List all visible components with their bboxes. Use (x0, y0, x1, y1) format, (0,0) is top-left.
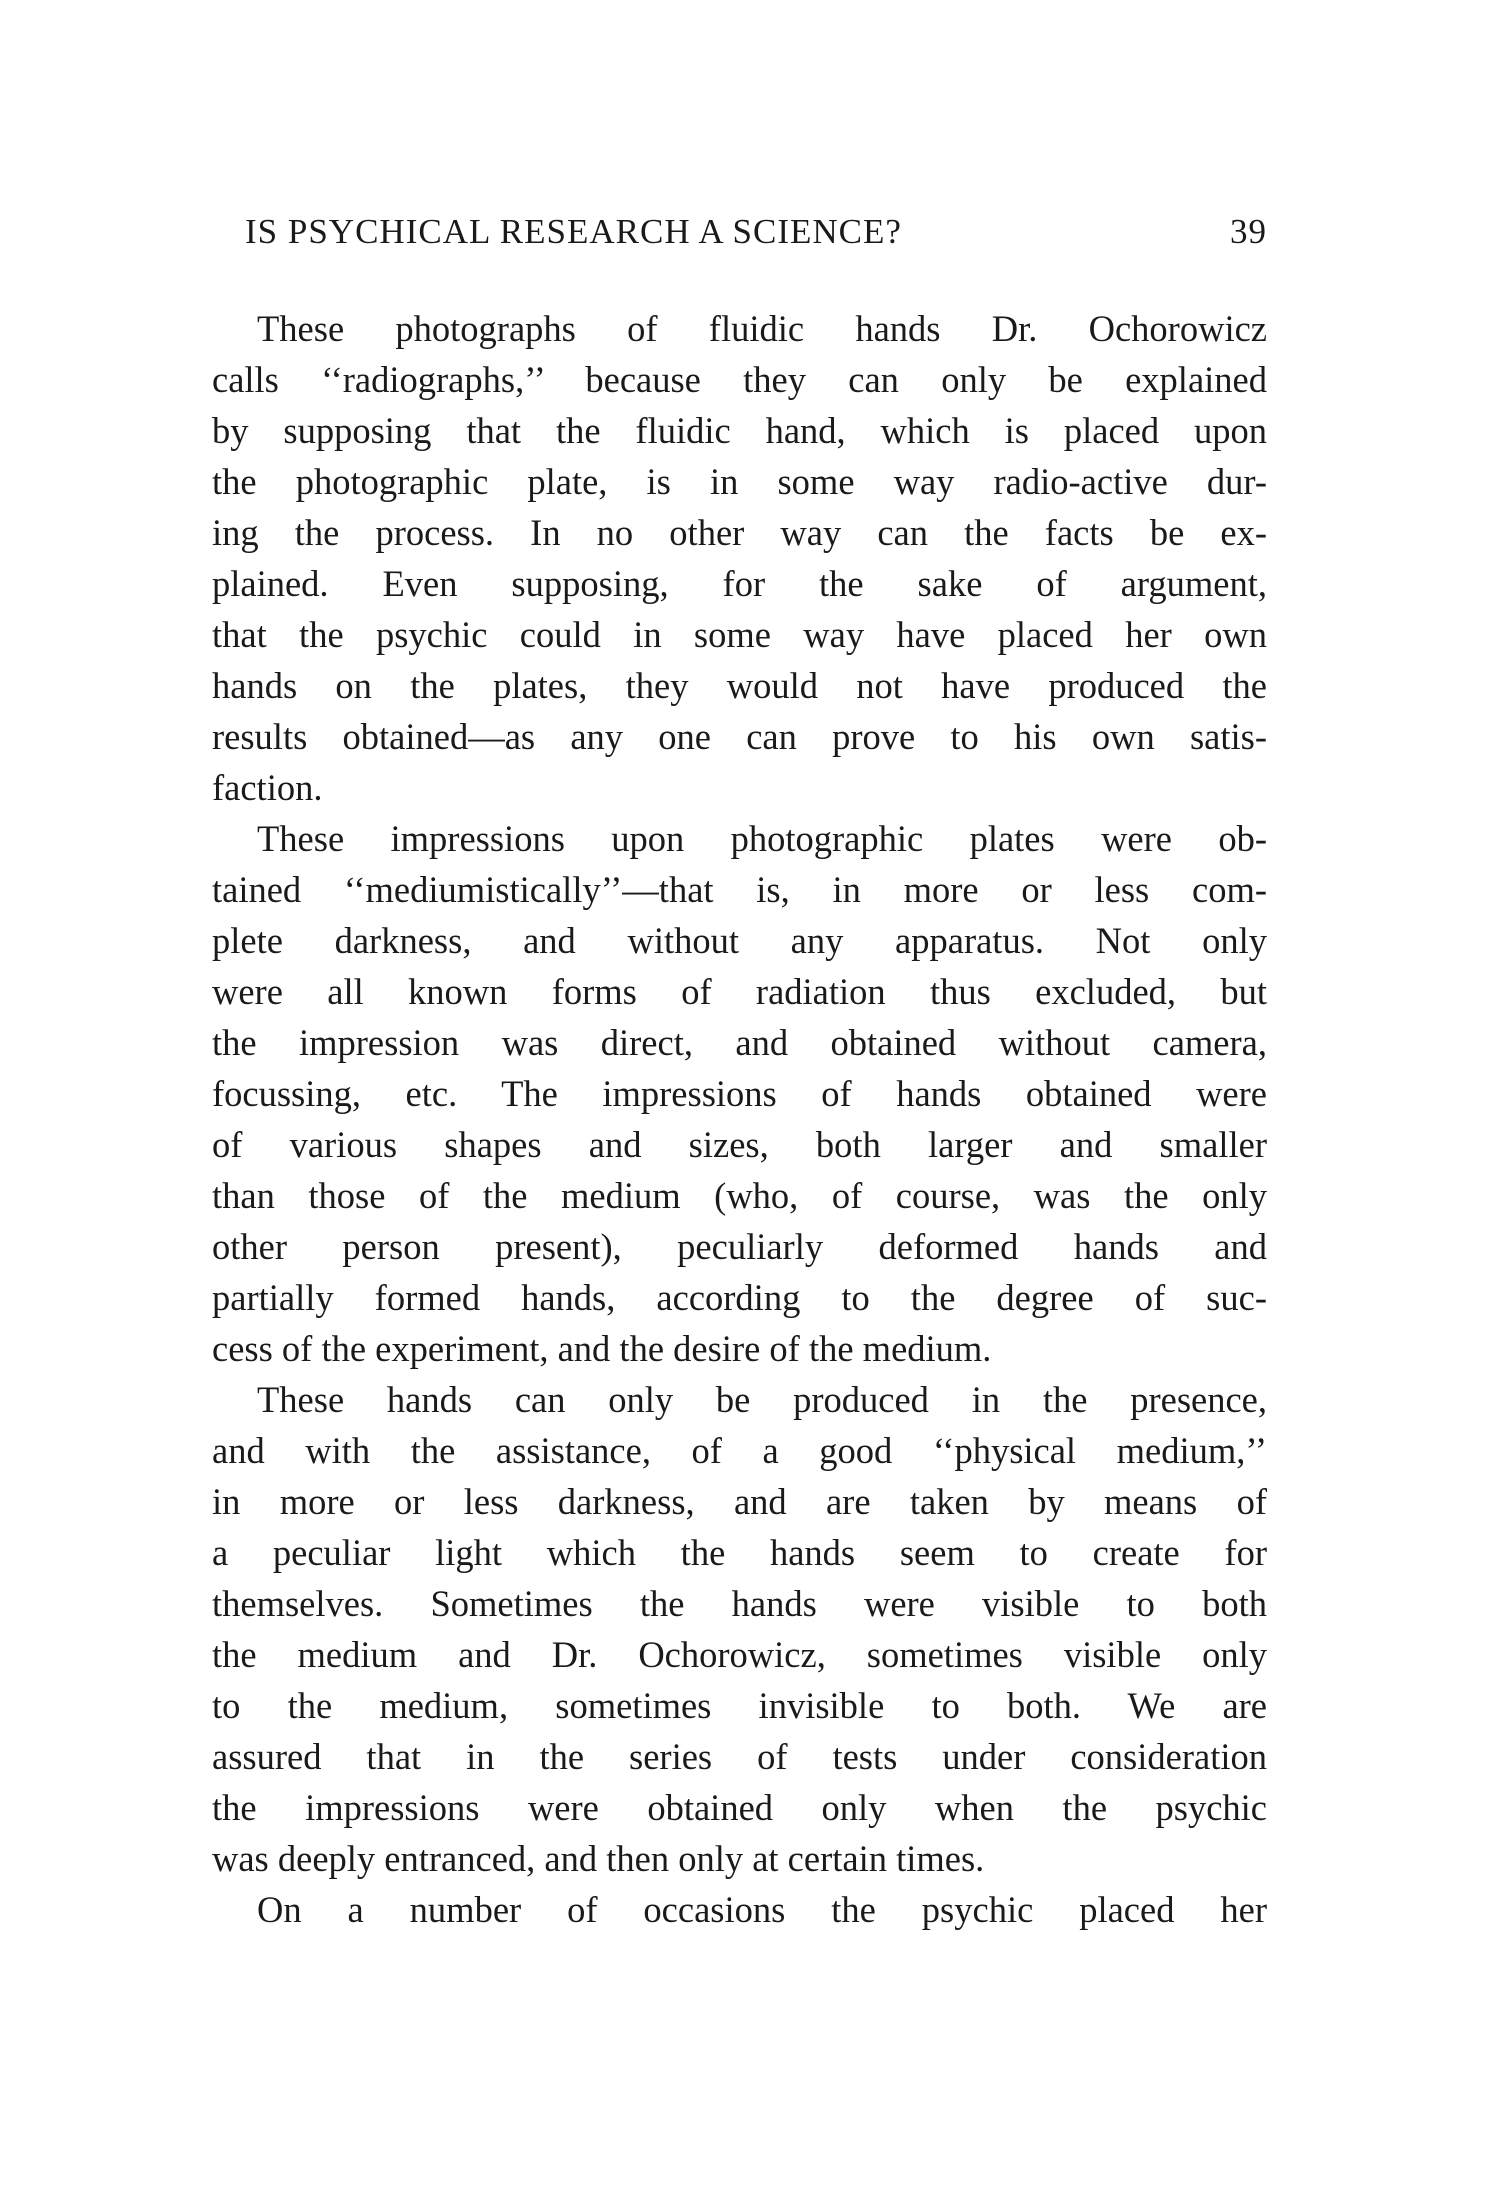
text-line: other person present), peculiarly deformed hands and (212, 1226, 1267, 1267)
text-line: in more or less darkness, and are taken by means of (212, 1481, 1267, 1522)
text-line: tained ‘‘mediumistically’’—that is, in more or less com- (212, 869, 1267, 910)
text-line: than those of the medium (who, of course, was the only (212, 1175, 1267, 1216)
text-line: were all known forms of radiation thus excluded, but (212, 971, 1267, 1012)
text-line: These photographs of fluidic hands Dr. Ochorowicz (257, 308, 1267, 349)
text-line: was deeply entranced, and then only at certain times. (212, 1838, 985, 1879)
text-line: themselves. Sometimes the hands were visible to both (212, 1583, 1267, 1624)
text-line: cess of the experiment, and the desire of the medium. (212, 1328, 992, 1369)
page-number: 39 (1230, 212, 1267, 251)
text-line: that the psychic could in some way have placed her own (212, 614, 1267, 655)
text-line: the impressions were obtained only when the psychic (212, 1787, 1267, 1828)
text-line: hands on the plates, they would not have produced the (212, 665, 1267, 706)
text-line: These hands can only be produced in the presence, (257, 1379, 1267, 1420)
text-line: results obtained—as any one can prove to his own satis- (212, 716, 1267, 757)
text-line: plete darkness, and without any apparatus. Not only (212, 920, 1267, 961)
text-line: by supposing that the fluidic hand, which is placed upon (212, 410, 1267, 451)
text-line: a peculiar light which the hands seem to create for (212, 1532, 1267, 1573)
text-line: and with the assistance, of a good ‘‘physical medium,’’ (212, 1430, 1267, 1471)
text-line: ing the process. In no other way can the facts be ex- (212, 512, 1267, 553)
text-line: focussing, etc. The impressions of hands obtained were (212, 1073, 1267, 1114)
text-line: calls ‘‘radiographs,’’ because they can only be explained (212, 359, 1267, 400)
text-line: the photographic plate, is in some way radio-active dur- (212, 461, 1267, 502)
text-line: partially formed hands, according to the degree of suc- (212, 1277, 1267, 1318)
text-line: of various shapes and sizes, both larger and smaller (212, 1124, 1267, 1165)
text-line: These impressions upon photographic plates were ob- (257, 818, 1267, 859)
text-line: the medium and Dr. Ochorowicz, sometimes visible only (212, 1634, 1267, 1675)
text-line: assured that in the series of tests under consideration (212, 1736, 1267, 1777)
text-line: On a number of occasions the psychic placed her (257, 1889, 1267, 1930)
text-line: to the medium, sometimes invisible to both. We are (212, 1685, 1267, 1726)
text-line: faction. (212, 767, 323, 808)
text-line: the impression was direct, and obtained without camera, (212, 1022, 1267, 1063)
running-title: IS PSYCHICAL RESEARCH A SCIENCE? (245, 212, 902, 251)
text-line: plained. Even supposing, for the sake of argument, (212, 563, 1267, 604)
running-header (245, 212, 1267, 272)
body-text (212, 303, 1267, 1935)
